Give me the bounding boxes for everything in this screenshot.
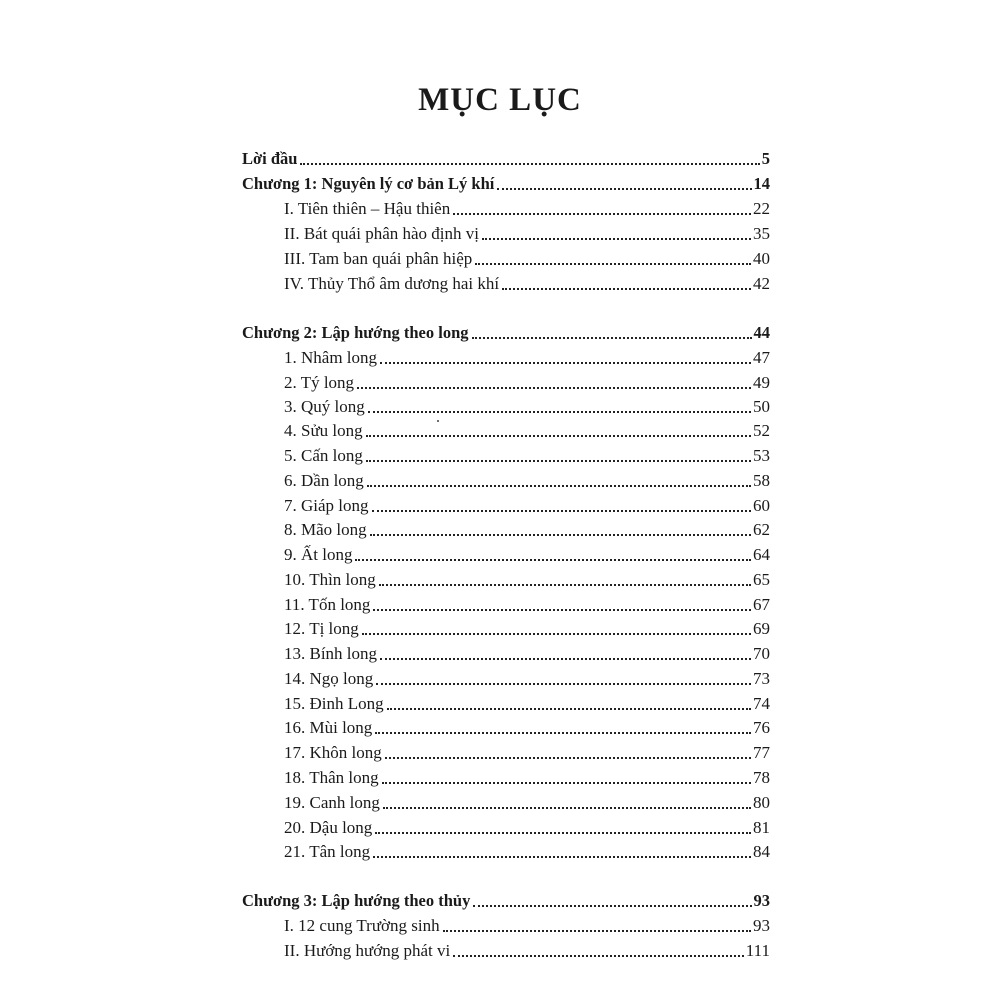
toc-entry — [284, 789, 770, 813]
toc-entry — [284, 615, 770, 639]
toc-entry-page: 47 — [753, 348, 770, 367]
toc-entry-page: 62 — [753, 520, 770, 539]
toc-entry-page: 14 — [753, 174, 770, 193]
toc-entry-label: IV. Thủy Thổ âm dương hai khí — [284, 274, 500, 293]
toc-entry-page: 5 — [761, 149, 770, 168]
dot-leader — [472, 336, 752, 339]
toc-entry-label: Chương 2: Lập hướng theo long — [242, 323, 469, 342]
toc-entry — [284, 739, 770, 763]
toc-entry-label: Chương 3: Lập hướng theo thủy — [242, 891, 471, 910]
toc-entry-label: 16. Mùi long — [284, 718, 373, 737]
toc-entry-label: 12. Tị long — [284, 619, 359, 638]
toc-entry — [242, 887, 770, 911]
toc-entry-label: 4. Sửu long — [284, 421, 363, 440]
dot-leader — [367, 484, 751, 487]
toc-entry — [284, 814, 770, 838]
toc-entry-page: 78 — [753, 768, 770, 787]
toc-entry — [284, 665, 770, 689]
toc-entry-label: 14. Ngọ long — [284, 669, 374, 688]
toc-entry — [284, 516, 770, 540]
ink-speck — [437, 420, 439, 422]
toc-entry — [284, 492, 770, 516]
toc-entry — [284, 270, 770, 294]
dot-leader — [482, 237, 751, 240]
toc-entry-label: 17. Khôn long — [284, 743, 382, 762]
toc-entry-page: 80 — [753, 793, 770, 812]
toc-entry-page: 93 — [753, 916, 770, 935]
toc-entry-page: 73 — [753, 669, 770, 688]
dot-leader — [300, 162, 759, 165]
dot-leader — [473, 904, 751, 907]
dot-leader — [373, 855, 751, 858]
toc-entry-label: I. Tiên thiên – Hậu thiên — [284, 199, 451, 218]
toc-entry — [284, 393, 770, 417]
toc-entry-label: II. Bát quái phân hào định vị — [284, 224, 479, 243]
toc-entry-label: 20. Dậu long — [284, 818, 373, 837]
dot-leader — [366, 459, 751, 462]
dot-leader — [475, 262, 751, 265]
dot-leader — [357, 386, 751, 389]
toc-entry-page: 60 — [753, 496, 770, 515]
toc-entry — [284, 344, 770, 368]
toc-entry — [284, 245, 770, 269]
toc-entry-page: 49 — [753, 373, 770, 392]
toc-entry-page: 40 — [753, 249, 770, 268]
toc-entry — [284, 220, 770, 244]
toc-entry-page: 64 — [753, 545, 770, 564]
toc-entry-label: 18. Thân long — [284, 768, 379, 787]
toc-entry — [284, 937, 770, 961]
dot-leader — [497, 187, 751, 190]
toc-entry-page: 44 — [753, 323, 770, 342]
dot-leader — [375, 731, 751, 734]
toc-entry-page: 70 — [753, 644, 770, 663]
toc-entry — [284, 764, 770, 788]
toc-entry-label: 6. Dần long — [284, 471, 364, 490]
toc-entry-page: 111 — [745, 941, 770, 960]
dot-leader — [372, 509, 751, 512]
dot-leader — [382, 781, 751, 784]
dot-leader — [373, 608, 751, 611]
toc-entry-label: III. Tam ban quái phân hiệp — [284, 249, 473, 268]
toc-entry — [284, 690, 770, 714]
toc-entry-label: 19. Canh long — [284, 793, 380, 812]
toc-entry-page: 50 — [753, 397, 770, 416]
dot-leader — [375, 831, 751, 834]
toc-entry-page: 67 — [753, 595, 770, 614]
toc-entry — [284, 640, 770, 664]
dot-leader — [355, 558, 751, 561]
toc-entry — [284, 442, 770, 466]
toc-entry-page: 81 — [753, 818, 770, 837]
toc-entry-page: 35 — [753, 224, 770, 243]
dot-leader — [380, 361, 751, 364]
dot-leader — [362, 632, 751, 635]
toc-entry-label: 5. Cấn long — [284, 446, 363, 465]
toc-entry-label: Chương 1: Nguyên lý cơ bản Lý khí — [242, 174, 495, 193]
toc-entry-label: 3. Quý long — [284, 397, 365, 416]
dot-leader — [379, 583, 751, 586]
toc-entry-label: Lời đầu — [242, 149, 298, 168]
toc-entry-page: 65 — [753, 570, 770, 589]
toc-entry-page: 52 — [753, 421, 770, 440]
toc-entry-label: 15. Đinh Long — [284, 694, 384, 713]
dot-leader — [383, 806, 751, 809]
toc-entry — [242, 319, 770, 343]
toc-entry — [284, 417, 770, 441]
dot-leader — [366, 434, 751, 437]
toc-entry-label: 2. Tý long — [284, 373, 355, 392]
toc-entry — [284, 195, 770, 219]
dot-leader — [387, 707, 751, 710]
dot-leader — [385, 756, 751, 759]
toc-entry-label: II. Hướng hướng phát vi — [284, 941, 451, 960]
toc-entry-page: 42 — [753, 274, 770, 293]
dot-leader — [453, 212, 751, 215]
toc-entry — [284, 838, 770, 862]
toc-entry-label: 13. Bính long — [284, 644, 378, 663]
dot-leader — [368, 410, 751, 413]
toc-entry-page: 76 — [753, 718, 770, 737]
toc-entry — [284, 591, 770, 615]
toc-entry-page: 77 — [753, 743, 770, 762]
toc-entry-page: 53 — [753, 446, 770, 465]
toc-entry — [284, 714, 770, 738]
toc-entry-page: 58 — [753, 471, 770, 490]
toc-entry — [284, 467, 770, 491]
dot-leader — [370, 533, 751, 536]
toc-entry-label: I. 12 cung Trường sinh — [284, 916, 440, 935]
toc-entry-label: 10. Thìn long — [284, 570, 376, 589]
dot-leader — [453, 954, 744, 957]
toc-entry-label: 1. Nhâm long — [284, 348, 378, 367]
toc-entry-label: 9. Ất long — [284, 545, 353, 564]
page-title: MỤC LỤC — [418, 82, 582, 118]
toc-entry-label: 8. Mão long — [284, 520, 367, 539]
toc-entry-page: 74 — [753, 694, 770, 713]
toc-entry-page: 69 — [753, 619, 770, 638]
dot-leader — [443, 929, 751, 932]
dot-leader — [502, 287, 751, 290]
toc-entry — [284, 566, 770, 590]
toc-entry-label: 7. Giáp long — [284, 496, 369, 515]
toc-entry-page: 22 — [753, 199, 770, 218]
toc-entry — [284, 541, 770, 565]
toc-entry-label: 11. Tốn long — [284, 595, 371, 614]
toc-entry — [242, 170, 770, 194]
toc-entry — [284, 369, 770, 393]
toc-entry-label: 21. Tân long — [284, 842, 371, 861]
dot-leader — [380, 657, 751, 660]
toc-entry — [284, 912, 770, 936]
toc-entry-page: 93 — [753, 891, 770, 910]
dot-leader — [376, 682, 751, 685]
toc-entry — [242, 145, 770, 169]
toc-entry-page: 84 — [753, 842, 770, 861]
